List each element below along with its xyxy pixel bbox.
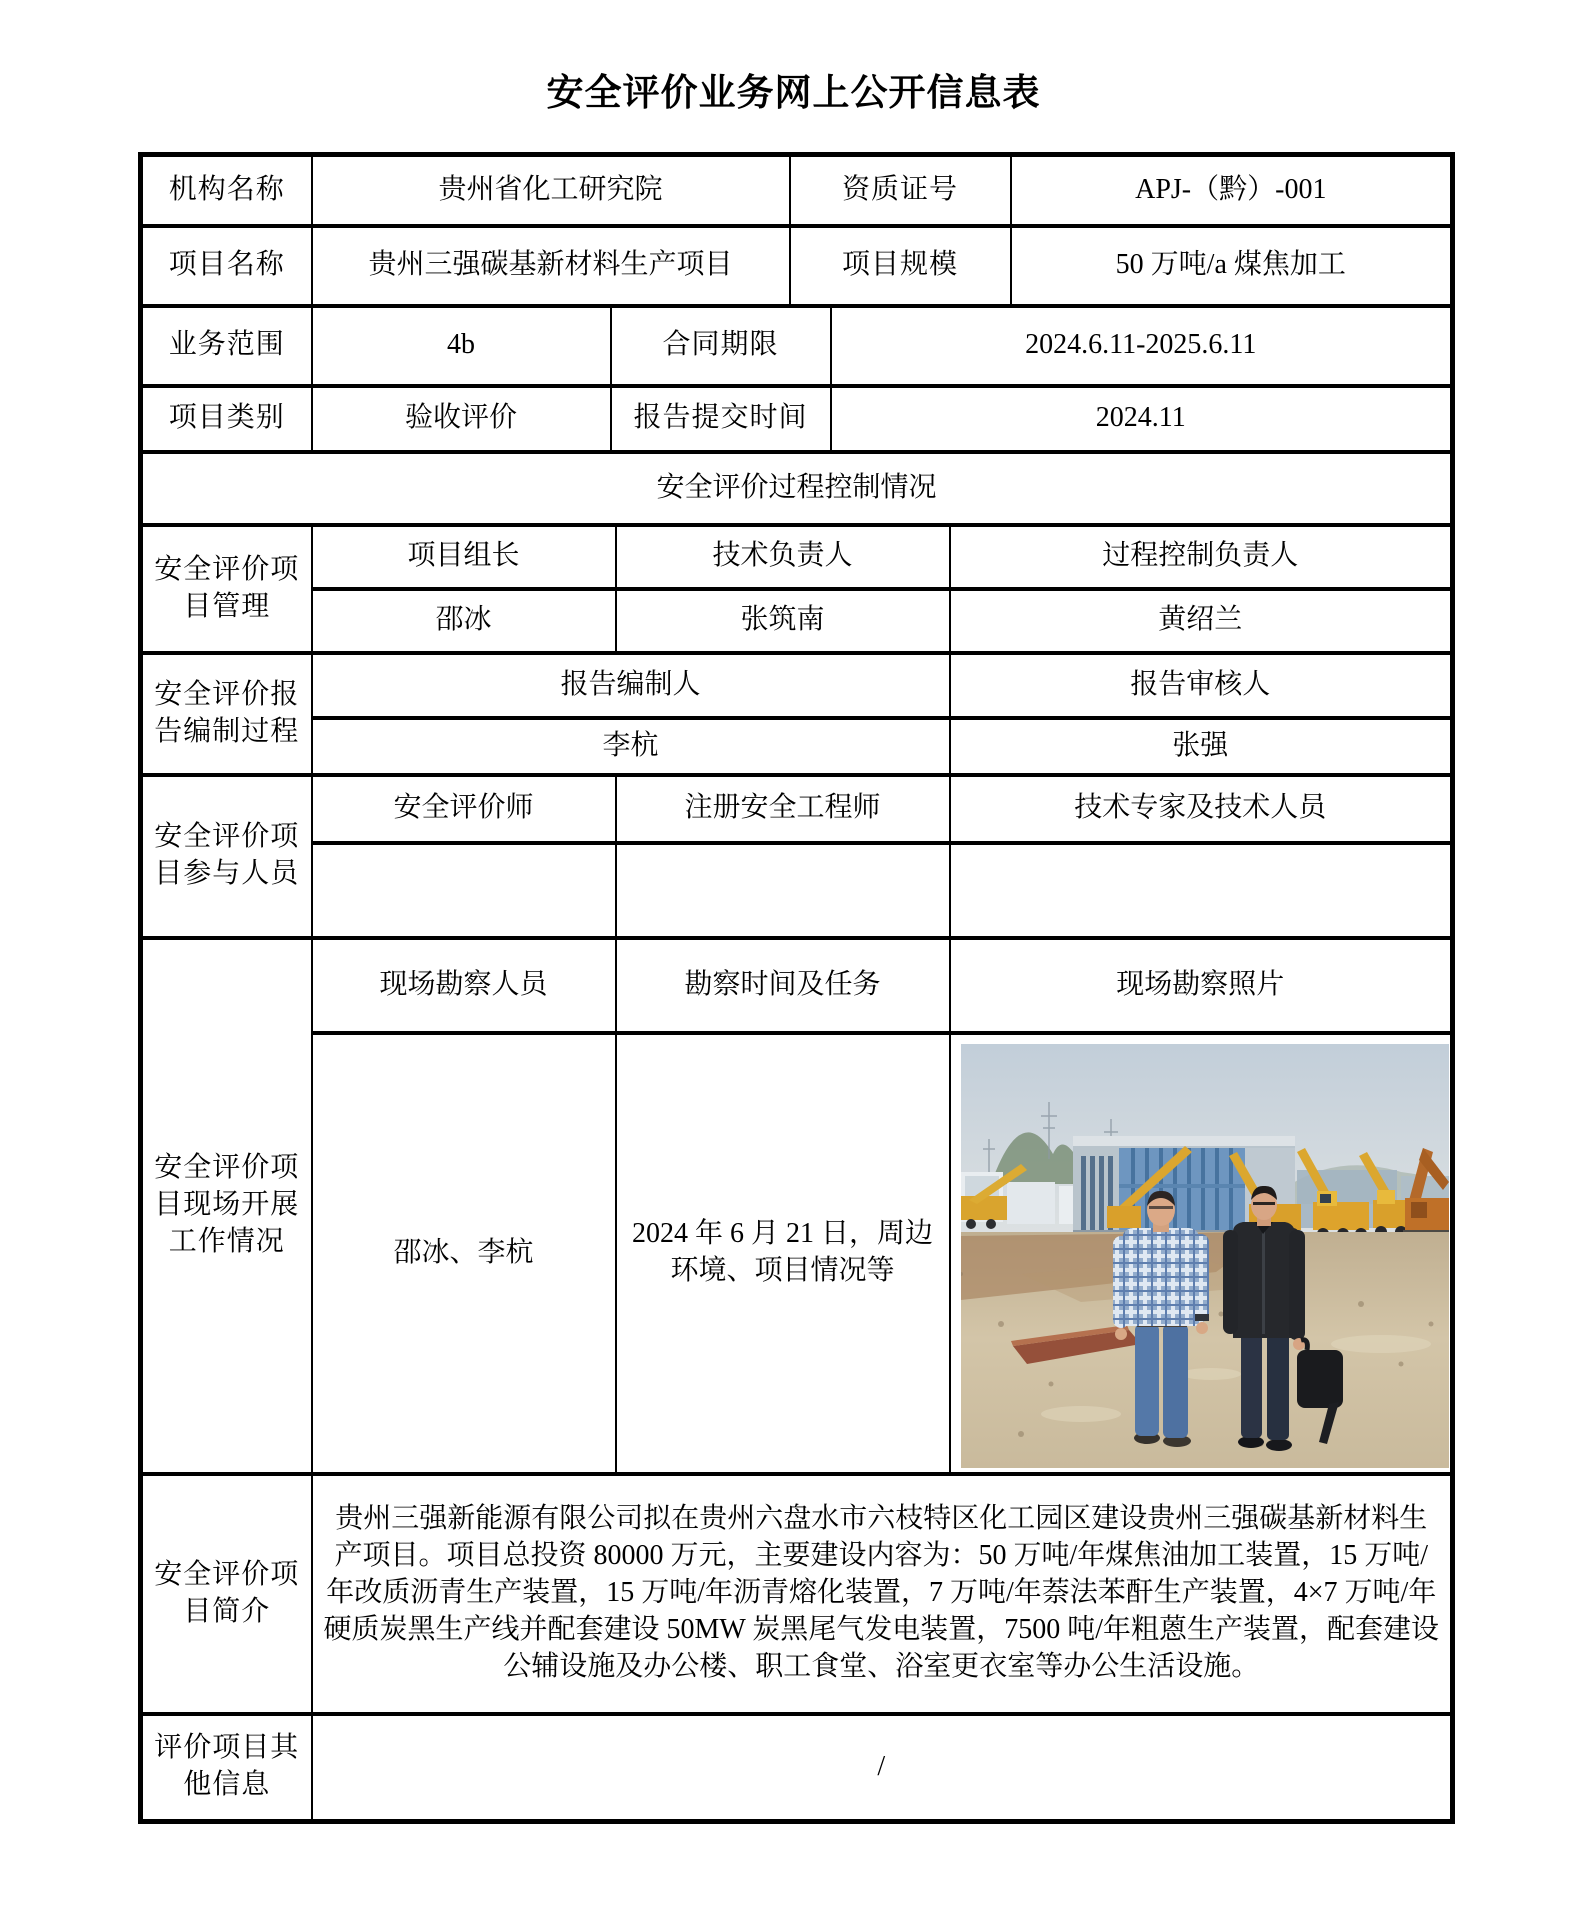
site-photo-cell — [950, 1033, 1453, 1474]
report-submit-time-value: 2024.11 — [831, 386, 1453, 452]
contract-period-value: 2024.6.11-2025.6.11 — [831, 306, 1453, 386]
registered-engineer-value — [616, 843, 950, 938]
project-summary-text: 贵州三强新能源有限公司拟在贵州六盘水市六枝特区化工园区建设贵州三强碳基新材料生产项目。项目总投资 80000 万元，主要建设内容为：50 万吨/年煤焦油加工装置，15 万吨/年改质沥青生产装置，15 万吨/年沥青熔化装置，7 万吨/年萘法苯酐生产装置，4×7 万吨/年硬质炭黑生产线并配套建设 50MW 炭黑尾气发电装置，7500 吨/年粗蒽生产装置，配套建设公辅设施及办公楼、职工食堂、浴室更衣室等办公生活设施。 — [312, 1474, 1453, 1714]
org-name-value: 贵州省化工研究院 — [312, 155, 790, 226]
row-project — [141, 226, 1453, 306]
site-photo-label: 现场勘察照片 — [950, 938, 1453, 1033]
project-summary-label: 安全评价项目简介 — [141, 1474, 312, 1714]
row-participants-values — [141, 843, 1453, 938]
survey-time-task-label: 勘察时间及任务 — [616, 938, 950, 1033]
report-compilation-label: 安全评价报告编制过程 — [141, 653, 312, 775]
process-control-director-value: 黄绍兰 — [950, 589, 1453, 653]
safety-assessor-value — [312, 843, 616, 938]
tech-director-value: 张筑南 — [616, 589, 950, 653]
cert-no-value: APJ-（黔）-001 — [1011, 155, 1453, 226]
site-survey-photo — [961, 1044, 1449, 1468]
other-info-label: 评价项目其他信息 — [141, 1714, 312, 1822]
other-info-value: / — [312, 1714, 1453, 1822]
row-summary — [141, 1474, 1453, 1714]
report-reviewer-label: 报告审核人 — [950, 653, 1453, 718]
tech-expert-value — [950, 843, 1453, 938]
row-other-info — [141, 1714, 1453, 1822]
row-management-values — [141, 589, 1453, 653]
row-scope — [141, 306, 1453, 386]
project-scale-value: 50 万吨/a 煤焦加工 — [1011, 226, 1453, 306]
report-writer-label: 报告编制人 — [312, 653, 950, 718]
page-title: 安全评价业务网上公开信息表 — [546, 73, 1041, 114]
info-table — [138, 152, 1455, 1824]
registered-engineer-label: 注册安全工程师 — [616, 775, 950, 843]
business-scope-value: 4b — [312, 306, 611, 386]
business-scope-label: 业务范围 — [141, 306, 312, 386]
row-survey-headers — [141, 938, 1453, 1033]
row-report-headers — [141, 653, 1453, 718]
project-name-label: 项目名称 — [141, 226, 312, 306]
team-leader-value: 邵冰 — [312, 589, 616, 653]
contract-period-label: 合同期限 — [611, 306, 831, 386]
cert-no-label: 资质证号 — [790, 155, 1011, 226]
report-writer-value: 李杭 — [312, 718, 950, 775]
row-process-section — [141, 452, 1453, 525]
row-participants-headers — [141, 775, 1453, 843]
project-type-label: 项目类别 — [141, 386, 312, 452]
row-type — [141, 386, 1453, 452]
project-scale-label: 项目规模 — [790, 226, 1011, 306]
project-management-label: 安全评价项目管理 — [141, 525, 312, 653]
project-name-value: 贵州三强碳基新材料生产项目 — [312, 226, 790, 306]
process-control-director-label: 过程控制负责人 — [950, 525, 1453, 589]
row-report-values — [141, 718, 1453, 775]
report-reviewer-value: 张强 — [950, 718, 1453, 775]
site-surveyor-label: 现场勘察人员 — [312, 938, 616, 1033]
row-management-headers — [141, 525, 1453, 589]
report-submit-time-label: 报告提交时间 — [611, 386, 831, 452]
row-org — [141, 155, 1453, 226]
participants-label: 安全评价项目参与人员 — [141, 775, 312, 938]
org-name-label: 机构名称 — [141, 155, 312, 226]
project-type-value: 验收评价 — [312, 386, 611, 452]
site-surveyor-value: 邵冰、李杭 — [312, 1033, 616, 1474]
site-work-label: 安全评价项目现场开展工作情况 — [141, 938, 312, 1474]
team-leader-label: 项目组长 — [312, 525, 616, 589]
row-survey-values — [141, 1033, 1453, 1474]
process-control-section-title: 安全评价过程控制情况 — [141, 452, 1453, 525]
safety-assessor-label: 安全评价师 — [312, 775, 616, 843]
tech-director-label: 技术负责人 — [616, 525, 950, 589]
survey-time-task-value: 2024 年 6 月 21 日，周边环境、项目情况等 — [616, 1033, 950, 1474]
tech-expert-label: 技术专家及技术人员 — [950, 775, 1453, 843]
